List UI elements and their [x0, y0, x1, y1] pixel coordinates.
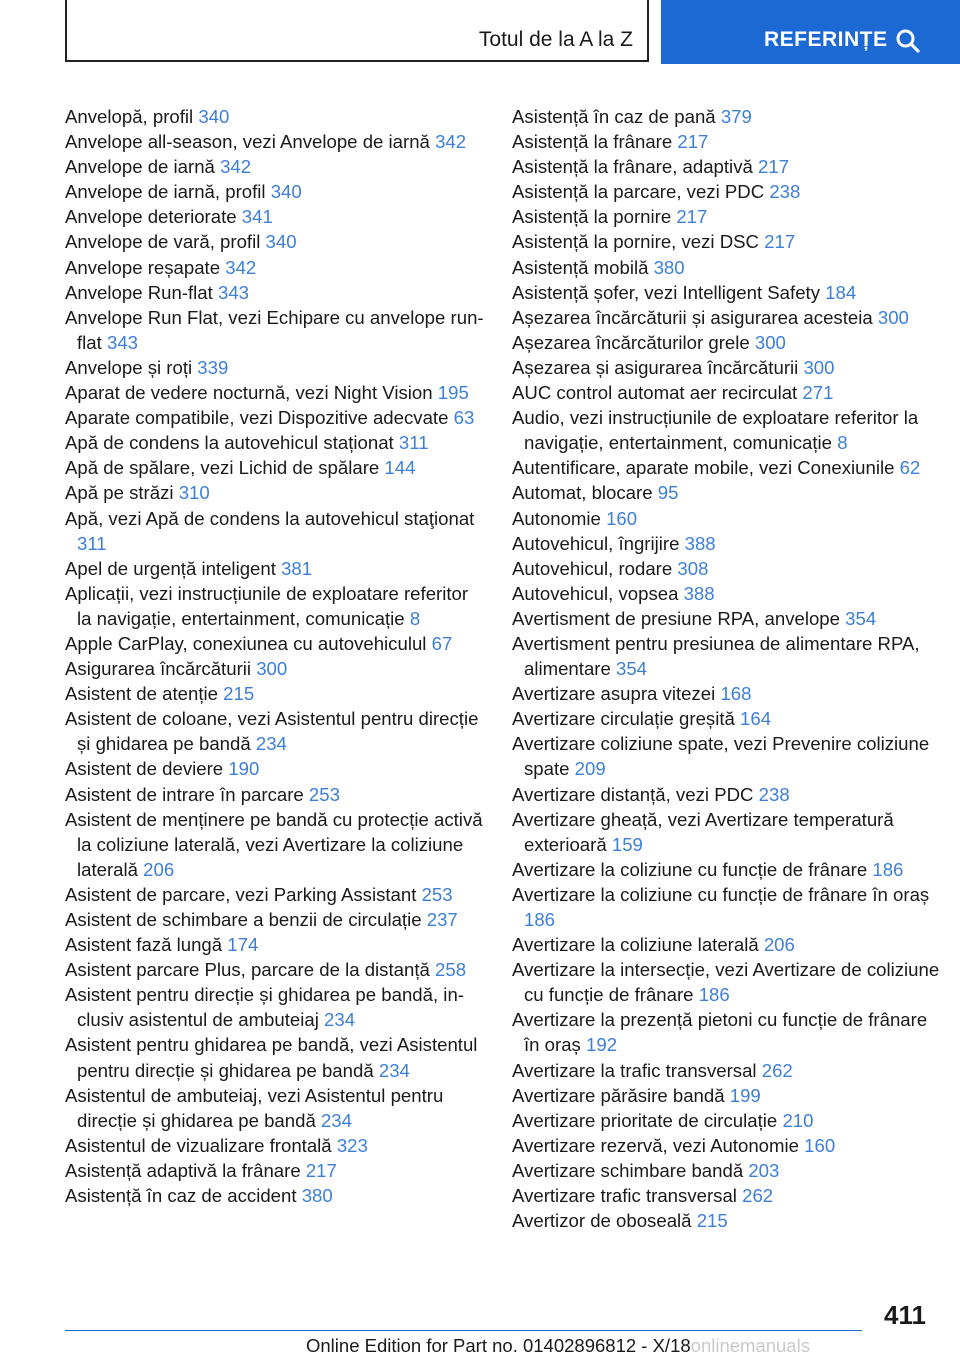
index-entry-text: Avertizare la coliziune laterală [512, 934, 759, 956]
index-entry [65, 807, 485, 882]
page-reference-link[interactable]: 354 [616, 658, 648, 680]
index-entry-text: Asistent fază lungă [65, 934, 223, 956]
page-reference-link[interactable]: 340 [198, 106, 230, 127]
index-entry [512, 380, 942, 405]
page-reference-link[interactable]: 210 [782, 1109, 814, 1131]
index-entry-text: Asistență la parcare, vezi PDC [512, 181, 765, 203]
page-reference-link[interactable]: 8 [409, 607, 421, 629]
index-entry [65, 455, 485, 480]
page-reference-link[interactable]: 217 [305, 1159, 337, 1181]
page-reference-link[interactable]: 234 [378, 1059, 410, 1081]
index-entry-text: Avertizare asupra vitezei [512, 683, 716, 705]
page-reference-link[interactable]: 340 [265, 231, 297, 253]
page-reference-link[interactable]: 388 [684, 532, 716, 554]
index-entry [65, 656, 485, 681]
index-entry-text: Aplicații, vezi instrucțiunile de exploatare referitor la navigație, entertainment, comunicație [65, 582, 469, 629]
page-reference-link[interactable]: 354 [845, 607, 877, 629]
index-entry [512, 1007, 942, 1057]
index-entry [65, 1032, 485, 1082]
index-entry [65, 179, 485, 204]
page-reference-link[interactable]: 262 [742, 1185, 774, 1207]
index-entry [65, 255, 485, 280]
page-reference-link[interactable]: 271 [802, 382, 834, 404]
index-entry [65, 480, 485, 505]
page-reference-link[interactable]: 174 [227, 934, 259, 956]
index-entry [65, 957, 485, 982]
index-entry-text: Avertizare coliziune spate, vezi Prevenire coliziune spate [512, 733, 930, 780]
index-entry-text: Avertisment de presiune RPA, anvelope [512, 607, 840, 629]
page-reference-link[interactable]: 159 [611, 833, 643, 855]
index-entry [512, 455, 942, 480]
index-column-left [65, 104, 485, 1208]
index-entry-text: Anvelope Run Flat, vezi Echipare cu anvelope run-flat [65, 306, 484, 353]
index-entry-text: Avertizare la coliziune cu funcție de frânare [512, 858, 868, 880]
page-reference-link[interactable]: 215 [696, 1210, 728, 1232]
index-entry-text: Avertizare gheață, vezi Avertizare temperatură exterioară [512, 808, 894, 855]
index-entry [512, 857, 942, 882]
index-entry-text: Autovehicul, vopsea [512, 582, 679, 604]
index-entry [65, 681, 485, 706]
index-entry [65, 506, 485, 556]
index-entry-text: Anvelopă, profil [65, 106, 194, 127]
page-reference-link[interactable]: 238 [769, 181, 801, 203]
page-reference-link[interactable]: 67 [431, 632, 453, 654]
section-tab[interactable] [65, 0, 649, 62]
index-entry [512, 280, 942, 305]
page-reference-link[interactable]: 62 [899, 457, 921, 479]
index-entry [512, 179, 942, 204]
index-entry [65, 355, 485, 380]
page-reference-link[interactable]: 164 [740, 708, 772, 730]
index-entry-text: Automat, blocare [512, 482, 653, 504]
index-entry-text: Autentificare, aparate mobile, vezi Conexiunile [512, 457, 895, 479]
page-reference-link[interactable]: 300 [754, 331, 786, 353]
index-entry-text: Asistent pentru direcție și ghidarea pe bandă, inclusiv asistentul de ambuteiaj [65, 984, 464, 1031]
page-reference-link[interactable]: 381 [281, 557, 313, 579]
index-entry [65, 430, 485, 455]
page-reference-link[interactable]: 217 [758, 156, 790, 178]
index-entry [512, 506, 942, 531]
index-entry [512, 1133, 942, 1158]
index-entry-text: Așezarea încărcăturilor grele [512, 331, 750, 353]
page-reference-link[interactable]: 308 [677, 557, 709, 579]
index-entry [65, 907, 485, 932]
index-entry-text: Asistență la frânare, adaptivă [512, 156, 753, 178]
index-entry-text: Anvelope și roți [65, 356, 193, 378]
index-entry [65, 229, 485, 254]
watermark: onlinemanuals [690, 1335, 810, 1356]
index-entry [65, 706, 485, 756]
index-entry [512, 957, 942, 1007]
index-entry-text: Anvelope de iarnă, profil [65, 181, 266, 203]
index-entry-text: Asistent de menținere pe bandă cu protecție activă la coliziune laterală, vezi Avertizare la coliziune laterală [65, 808, 483, 880]
index-entry-text: Avertizare la intersecție, vezi Avertizare de coliziune cu funcție de frânare [512, 959, 940, 1006]
index-entry [65, 204, 485, 229]
page-reference-link[interactable]: 388 [683, 582, 715, 604]
index-entry-text: Anvelope de vară, profil [65, 231, 261, 253]
index-entry [65, 782, 485, 807]
search-icon[interactable] [895, 28, 921, 54]
page-reference-link[interactable]: 215 [223, 683, 255, 705]
index-entry [512, 807, 942, 857]
page-reference-link[interactable]: 343 [217, 281, 250, 303]
index-entry [512, 706, 942, 731]
index-entry-text: Asistent de atenție [65, 683, 218, 705]
index-entry [512, 1083, 942, 1108]
index-entry [512, 405, 942, 455]
index-entry-text: Asistentul de vizualizare frontală [65, 1134, 332, 1156]
index-entry-text: Audio, vezi instrucțiunile de exploatare referitor la navigație, entertainment, comunicație [512, 407, 919, 454]
index-entry-text: Asistență la pornire [512, 206, 672, 228]
index-entry [512, 1208, 942, 1233]
index-entry-text: Asistență adaptivă la frânare [65, 1159, 301, 1181]
index-entry-text: Avertizare la trafic transversal [512, 1059, 757, 1081]
index-entry [65, 380, 485, 405]
index-entry [512, 932, 942, 957]
index-entry-text: Avertizare circulație greșită [512, 708, 735, 730]
page-reference-link[interactable]: 379 [720, 106, 752, 127]
index-entry [65, 154, 485, 179]
page-reference-link[interactable]: 342 [225, 256, 257, 278]
reference-button[interactable] [661, 0, 960, 64]
index-entry-text: Apel de urgență inteligent [65, 557, 276, 579]
index-entry-text: Apple CarPlay, conexiunea cu autovehiculul [65, 632, 427, 654]
index-entry-text: Autonomie [512, 507, 601, 529]
index-entry-text: Așezarea încărcăturii și asigurarea acesteia [512, 306, 873, 328]
page-reference-link[interactable]: 206 [763, 934, 795, 956]
index-entry [65, 305, 485, 355]
index-entry [512, 1058, 942, 1083]
index-entry [512, 255, 942, 280]
page-reference-link[interactable]: 217 [764, 231, 796, 253]
index-entry-text: Asistent pentru ghidarea pe bandă, vezi Asistentul pentru direcție și ghidarea pe bandă [65, 1034, 478, 1081]
index-entry [65, 1183, 485, 1208]
index-entry-text: Apă de spălare, vezi Lichid de spălare [65, 457, 380, 479]
index-entry [512, 681, 942, 706]
page-reference-link[interactable]: 192 [586, 1034, 618, 1056]
index-entry-text: Asigurarea încărcăturii [65, 658, 252, 680]
index-entry [512, 154, 942, 179]
page-reference-link[interactable]: 380 [653, 256, 685, 278]
page-reference-link[interactable]: 300 [803, 356, 835, 378]
index-entry-text: Avertizare trafic transversal [512, 1185, 737, 1207]
index-entry-text: Anvelope deteriorate [65, 206, 237, 228]
page-reference-link[interactable]: 300 [877, 306, 909, 328]
index-entry-text: Asistent de parcare, vezi Parking Assistant [65, 883, 417, 905]
index-entry-text: Asistent de intrare în parcare [65, 783, 304, 805]
page-reference-link[interactable]: 190 [228, 758, 260, 780]
index-entry-text: Asistent de coloane, vezi Asistentul pentru direcție și ghidarea pe bandă [65, 708, 479, 755]
index-entry [512, 731, 942, 781]
page-reference-link[interactable]: 253 [421, 883, 453, 905]
page-reference-link[interactable]: 206 [143, 858, 175, 880]
index-entry-text: Avertizare prioritate de circulație [512, 1109, 778, 1131]
page-reference-link[interactable]: 217 [676, 206, 708, 228]
index-entry [512, 129, 942, 154]
index-entry-text: Apă pe străzi [65, 482, 174, 504]
index-entry [65, 932, 485, 957]
page-reference-link[interactable]: 238 [758, 783, 790, 805]
page-reference-link[interactable]: 203 [748, 1159, 780, 1181]
index-entry-text: Avertizare la coliziune cu funcție de frânare în oraș [512, 883, 930, 905]
page-reference-link[interactable]: 217 [677, 131, 709, 153]
page-header [0, 0, 960, 66]
index-entry-text: Asistență la pornire, vezi DSC [512, 231, 759, 253]
page-reference-link[interactable]: 311 [77, 532, 107, 554]
index-entry-text: Asistent parcare Plus, parcare de la distanță [65, 959, 430, 981]
page-reference-link[interactable]: 186 [698, 984, 730, 1006]
index-entry-text: Aparat de vedere nocturnă, vezi Night Vision [65, 382, 433, 404]
index-entry-text: Asistență mobilă [512, 256, 649, 278]
footer [306, 1335, 810, 1357]
reference-label: REFERINȚE [764, 28, 888, 51]
index-entry [512, 531, 942, 556]
index-entry [65, 104, 485, 129]
index-entry [65, 280, 485, 305]
index-entry-text: Autovehicul, îngrijire [512, 532, 680, 554]
index-entry [512, 1158, 942, 1183]
page-reference-link[interactable]: 234 [320, 1109, 352, 1131]
index-entry-text: Autovehicul, rodare [512, 557, 673, 579]
page-reference-link[interactable]: 342 [435, 131, 467, 153]
index-entry [65, 129, 485, 154]
index-entry [65, 982, 485, 1032]
index-entry [512, 480, 942, 505]
index-entry-text: Avertisment pentru presiunea de alimentare RPA, alimentare [512, 632, 920, 680]
index-entry [65, 405, 485, 430]
page-reference-link[interactable]: 95 [657, 482, 679, 504]
index-entry-text: Asistență șofer, vezi Intelligent Safety [512, 281, 820, 303]
page-reference-link[interactable]: 234 [255, 733, 287, 755]
index-entry-text: Avertizare distanță, vezi PDC [512, 783, 754, 805]
page-reference-link[interactable]: 186 [524, 909, 556, 930]
index-entry-text: Așezarea și asigurarea încărcăturii [512, 356, 799, 378]
index-entry-text: Asistență la frânare [512, 131, 673, 153]
index-entry [65, 1083, 485, 1133]
index-entry [512, 882, 942, 932]
page-reference-link[interactable]: 209 [574, 758, 606, 780]
index-entry [512, 556, 942, 581]
index-entry [512, 330, 942, 355]
index-entry [512, 1183, 942, 1208]
page-reference-link[interactable]: 186 [872, 858, 904, 880]
index-entry-text: Asistență în caz de accident [65, 1185, 297, 1207]
page-reference-link[interactable]: 63 [453, 407, 475, 429]
index-entry [512, 581, 942, 606]
index-entry [65, 556, 485, 581]
page-reference-link[interactable]: 168 [720, 683, 752, 705]
page-reference-link[interactable]: 184 [825, 281, 857, 303]
index-entry-text: Apă, vezi Apă de condens la autovehicul staţionat [65, 507, 475, 529]
page-reference-link[interactable]: 234 [324, 1009, 356, 1031]
index-entry-text: Avertizare rezervă, vezi Autonomie [512, 1134, 799, 1156]
index-entry-text: AUC control automat aer recirculat [512, 382, 798, 404]
page-reference-link[interactable]: 340 [270, 181, 302, 203]
page-reference-link[interactable]: 160 [804, 1134, 836, 1156]
index-entry-text: Anvelope de iarnă [65, 156, 215, 178]
index-entry [512, 606, 942, 631]
page-reference-link[interactable]: 310 [178, 482, 210, 504]
page-number: 411 [884, 1300, 926, 1330]
page-reference-link[interactable]: 8 [837, 432, 848, 454]
index-entry-text: Anvelope Run-flat [65, 281, 213, 303]
page-reference-link[interactable]: 342 [220, 156, 252, 178]
index-entry [512, 782, 942, 807]
index-entry-text: Avertizare la prezență pietoni cu funcție de frânare în oraș [512, 1009, 928, 1056]
index-entry-text: Aparate compatibile, vezi Dispozitive adecvate [65, 407, 449, 429]
page-reference-link[interactable]: 341 [241, 206, 273, 228]
index-entry [65, 1158, 485, 1183]
page-reference-link[interactable]: 253 [308, 783, 340, 805]
page-reference-link[interactable]: 144 [384, 457, 416, 479]
page-reference-link[interactable]: 339 [197, 356, 229, 378]
index-entry [65, 1133, 485, 1158]
index-entry [65, 882, 485, 907]
page-reference-link[interactable]: 323 [336, 1134, 368, 1156]
page-reference-link[interactable]: 258 [435, 959, 467, 981]
index-entry-text: Asistență în caz de pană [512, 106, 716, 127]
index-entry [65, 631, 485, 656]
index-entry [512, 305, 942, 330]
page-reference-link[interactable]: 199 [729, 1084, 761, 1106]
index-entry [512, 104, 942, 129]
index-entry-text: Asistent de schimbare a benzii de circulație [65, 909, 422, 930]
section-tab-label: Totul de la A la Z [478, 28, 633, 51]
index-entry [512, 204, 942, 229]
index-entry-text: Avertizare schimbare bandă [512, 1159, 744, 1181]
index-entry-text: Avertizor de oboseală [512, 1210, 692, 1232]
index-entry [512, 355, 942, 380]
page-reference-link[interactable]: 380 [301, 1185, 333, 1207]
page-reference-link[interactable]: 311 [398, 432, 429, 454]
index-entry-text: Anvelope all-season, vezi Anvelope de iarnă [65, 131, 430, 153]
index-entry [512, 1108, 942, 1133]
index-entry-text: Anvelope reșapate [65, 256, 221, 278]
page-reference-link[interactable]: 195 [437, 382, 469, 404]
page-reference-link[interactable]: 237 [426, 909, 458, 930]
index-entry-text: Asistent de deviere [65, 758, 224, 780]
index-entry-text: Avertizare părăsire bandă [512, 1084, 725, 1106]
index-entry [512, 229, 942, 254]
index-entry [65, 581, 485, 631]
footer-divider [65, 1330, 862, 1331]
footer-edition: Online Edition for Part no. 01402896812 - X/18 [306, 1335, 691, 1356]
index-column-right [512, 104, 942, 1233]
page-reference-link[interactable]: 343 [106, 331, 139, 353]
index-entry-text: Asistentul de ambuteiaj, vezi Asistentul pentru direcție și ghidarea pe bandă [65, 1084, 444, 1131]
index-entry [65, 756, 485, 781]
page-reference-link[interactable]: 160 [606, 507, 638, 529]
index-entry-text: Apă de condens la autovehicul staționat [65, 432, 394, 454]
page-reference-link[interactable]: 300 [256, 658, 288, 680]
page-reference-link[interactable]: 262 [761, 1059, 793, 1081]
index-entry [512, 631, 942, 681]
